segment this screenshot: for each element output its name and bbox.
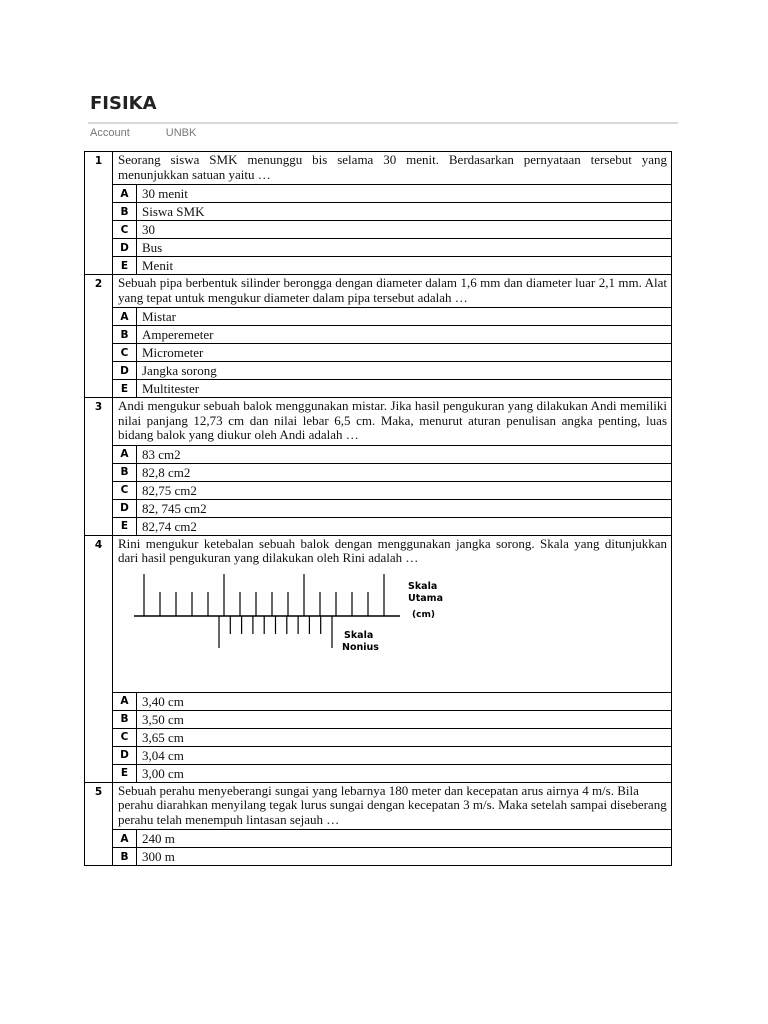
question-text: Sebuah perahu menyeberangi sungai yang lebarnya 180 meter dan kecepatan arus airnya 4 m/s. Bila perahu diarahkan menyilang tegak lurus sungai dengan kecepatan 3 m/s. Maka setelah sampai diseberang perahu telah menempuh lintasan sejauh …: [113, 782, 672, 830]
question-number: 5: [85, 782, 113, 866]
main-scale-label-1: Skala: [408, 580, 438, 592]
option-row[interactable]: [85, 203, 672, 221]
main-scale-label-3: (cm): [412, 609, 435, 620]
option-letter: A: [113, 308, 137, 326]
option-row[interactable]: [85, 344, 672, 362]
option-row[interactable]: [85, 308, 672, 326]
option-letter: A: [113, 692, 137, 710]
page-meta: [90, 127, 196, 139]
option-text: 83 cm2: [137, 445, 672, 463]
question-text: Sebuah pipa berbentuk silinder berongga dengan diameter dalam 1,6 mm dan diameter luar 2,1 mm. Alat yang tepat untuk mengukur diameter dalam pipa tersebut adalah …: [113, 275, 672, 308]
option-row[interactable]: [85, 185, 672, 203]
option-text: 3,04 cm: [137, 746, 672, 764]
option-text: 30: [137, 221, 672, 239]
option-row[interactable]: [85, 710, 672, 728]
option-row[interactable]: [85, 764, 672, 782]
meta-category: UNBK: [165, 127, 197, 139]
vernier-scale-ticks: [219, 616, 332, 648]
vernier-label-2: Nonius: [342, 641, 379, 653]
option-text: 82, 745 cm2: [137, 499, 672, 517]
option-row[interactable]: [85, 830, 672, 848]
option-row[interactable]: [85, 221, 672, 239]
option-text: Micrometer: [137, 344, 672, 362]
option-row[interactable]: [85, 746, 672, 764]
option-text: Menit: [137, 257, 672, 275]
option-letter: C: [113, 221, 137, 239]
option-letter: B: [113, 848, 137, 866]
option-text: 240 m: [137, 830, 672, 848]
question-number: 2: [85, 275, 113, 398]
option-row[interactable]: [85, 517, 672, 535]
question-cell-with-figure: [113, 535, 672, 692]
option-row[interactable]: [85, 463, 672, 481]
question-number: 3: [85, 398, 113, 536]
option-letter: E: [113, 517, 137, 535]
option-text: Multitester: [137, 380, 672, 398]
option-letter: B: [113, 463, 137, 481]
option-row[interactable]: [85, 362, 672, 380]
meta-account: Account: [90, 127, 130, 139]
option-text: 3,65 cm: [137, 728, 672, 746]
option-letter: C: [113, 481, 137, 499]
option-row[interactable]: [85, 445, 672, 463]
vernier-caliper-figure: [132, 568, 443, 672]
question-row: [85, 782, 672, 830]
option-text: Bus: [137, 239, 672, 257]
option-text: Jangka sorong: [137, 362, 672, 380]
option-row[interactable]: [85, 257, 672, 275]
option-letter: E: [113, 764, 137, 782]
option-row[interactable]: [85, 728, 672, 746]
main-scale-label-2: Utama: [408, 592, 443, 604]
option-text: 30 menit: [137, 185, 672, 203]
option-letter: E: [113, 257, 137, 275]
option-letter: B: [113, 710, 137, 728]
option-row[interactable]: [85, 380, 672, 398]
option-text: Mistar: [137, 308, 672, 326]
question-text: Rini mengukur ketebalan sebuah balok dengan menggunakan jangka sorong. Skala yang ditunjukkan dari hasil pengukuran yang dilakukan oleh Rini adalah …: [118, 535, 667, 565]
question-text: Andi mengukur sebuah balok menggunakan mistar. Jika hasil pengukuran yang dilakukan Andi memiliki nilai panjang 12,73 cm dan nilai lebar 6,5 cm. Maka, menurut aturan penulisan angka penting, luas bidang balok yang diukur oleh Andi adalah …: [113, 398, 672, 446]
vernier-label-1: Skala: [344, 629, 374, 641]
question-row: [85, 275, 672, 308]
option-text: 3,00 cm: [137, 764, 672, 782]
question-row: [85, 152, 672, 185]
option-letter: A: [113, 445, 137, 463]
option-row[interactable]: [85, 499, 672, 517]
option-row[interactable]: [85, 848, 672, 866]
option-letter: A: [113, 830, 137, 848]
option-letter: E: [113, 380, 137, 398]
option-row[interactable]: [85, 481, 672, 499]
question-row: [85, 535, 672, 692]
option-letter: C: [113, 728, 137, 746]
option-letter: C: [113, 344, 137, 362]
option-letter: D: [113, 499, 137, 517]
option-text: Amperemeter: [137, 326, 672, 344]
question-text: Seorang siswa SMK menunggu bis selama 30 menit. Berdasarkan pernyataan tersebut yang menunjukkan satuan yaitu …: [113, 152, 672, 185]
option-row[interactable]: [85, 326, 672, 344]
main-scale-ticks: [144, 574, 384, 616]
option-row[interactable]: [85, 692, 672, 710]
option-text: 82,8 cm2: [137, 463, 672, 481]
option-letter: A: [113, 185, 137, 203]
option-row[interactable]: [85, 239, 672, 257]
page-title: FISIKA: [90, 93, 157, 114]
option-letter: D: [113, 239, 137, 257]
question-number: 1: [85, 152, 113, 275]
header-divider: [88, 122, 678, 124]
option-text: 300 m: [137, 848, 672, 866]
option-letter: B: [113, 326, 137, 344]
option-letter: D: [113, 746, 137, 764]
option-text: 3,40 cm: [137, 692, 672, 710]
question-table: [84, 151, 672, 866]
option-text: 3,50 cm: [137, 710, 672, 728]
option-letter: B: [113, 203, 137, 221]
option-letter: D: [113, 362, 137, 380]
question-row: [85, 398, 672, 446]
option-text: 82,74 cm2: [137, 517, 672, 535]
option-text: 82,75 cm2: [137, 481, 672, 499]
option-text: Siswa SMK: [137, 203, 672, 221]
question-number: 4: [85, 535, 113, 782]
